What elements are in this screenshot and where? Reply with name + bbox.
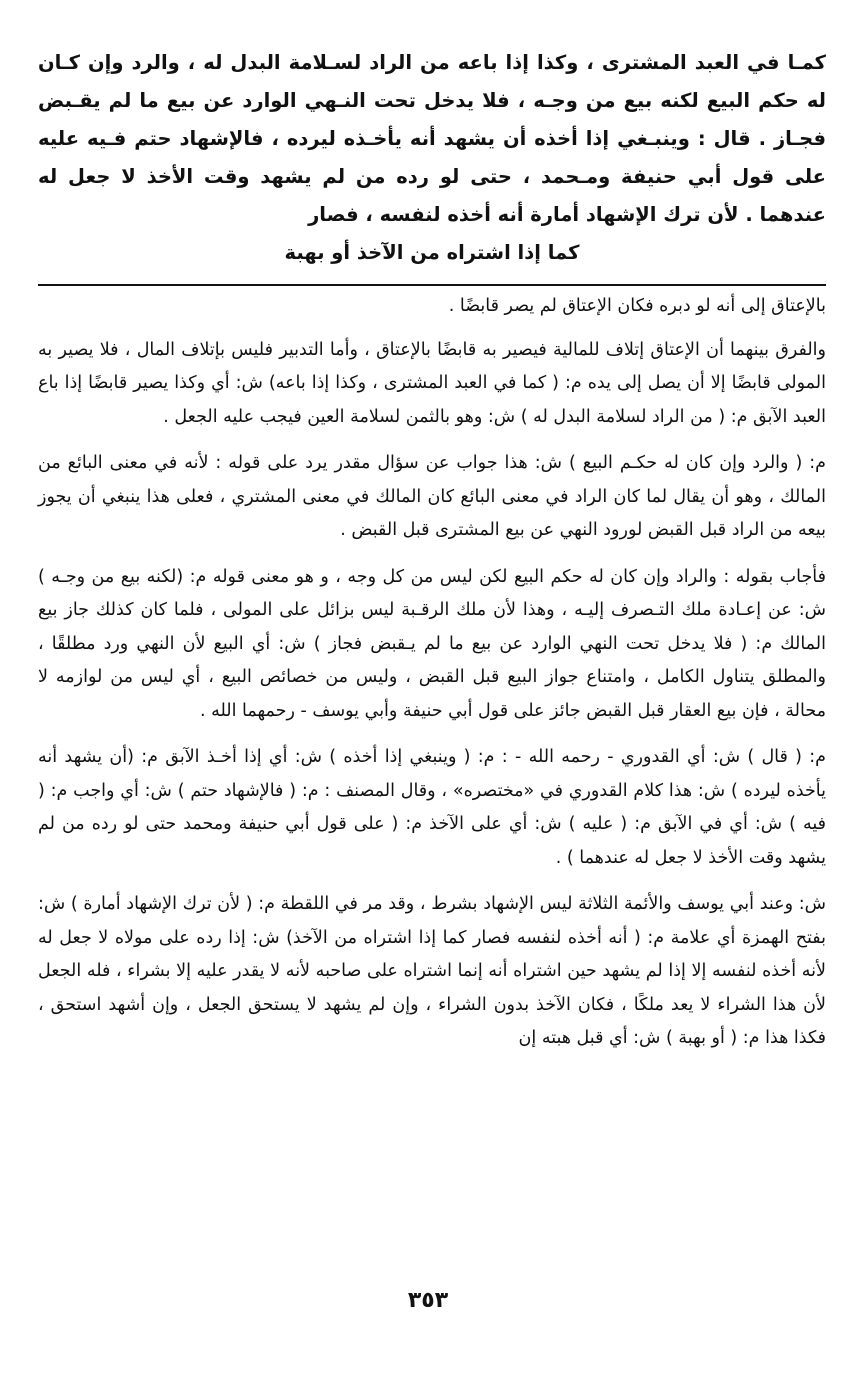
commentary-paragraph: م: ( قال ) ش: أي القدوري - رحمه الله - : م: ( وينبغي إذا أخذه ) ش: أي إذا أخـذ الآبق م: (أن يشهد أنه يأخذه ليرده ) ش: هذا كلام القدوري في «مختصره» ، وقال المصنف : م: ( فالإشهاد حتم ) ش: أي واجب م: ( فيه ) ش: أي في الآبق م: ( عليه ) ش: أي على الآخذ م: ( على قول أبي حنيفة ومحمد حتى لو رده من لم يشهد وقت الأخذ لا جعل له عندهما ) . [38, 747, 826, 868]
main-text-last-line: كما إذا اشتراه من الآخذ أو بهبة [284, 241, 580, 264]
commentary-paragraph: والفرق بينهما أن الإعتاق إتلاف للمالية فيصير به قابضًا بالإعتاق ، وأما التدبير فليس بإتلاف المال ، فلا يصير به المولى قابضًا إلا أن يصل إلى يده م: ( كما في العبد المشترى ، وكذا إذا باعه) ش: أي وكذا يصير قابضًا إذا باع العبد الآبق م: ( من الراد لسلامة البدل له ) ش: وهو بالثمن لسلامة العين فيجب عليه الجعل . [38, 339, 826, 427]
commentary-paragraph: فأجاب بقوله : والراد وإن كان له حكم البيع لكن ليس من كل وجه ، و هو معنى قوله م: (لكنه بيع من وجـه ) ش: عن إعـادة ملك التـصرف إليـه ، وهذا لأن ملك الرقـبة ليس بزائل على المولى ، فلما كان كذلك جاز بيع المالك م: ( فلا يدخل تحت النهي الوارد عن بيع ما لم يـقبض فجاز ) ش: أي البيع لأن النهي ورد مطلقًا ، والمطلق يتناول الكامل ، وامتناع جواز البيع قبل القبض ، وليس من خصائص البيع ، أي ليس من لوازمه لا محالة ، فإن بيع العقار قبل القبض جائز على قول أبي حنيفة وأبي يوسف - رحمهما الله . [38, 566, 826, 721]
main-text: كمـا في العبد المشترى ، وكذا إذا باعه من الراد لسـلامة البدل له ، والرد وإن كـان له حكم البيع لكنه بيع من وجـه ، فلا يدخل تحت النـهي الوارد عن بيع ما لم يقـبض فجـاز . قال : وينبـغي إذا أخذه أن يشهد أنه يأخـذه ليرده ، فالإشهاد حتم فـيه عليه على قول أبي حنيفة ومـحمد ، حتى لو رده من لم يشهد وقت الأخذ لا جعل له عندهما . لأن ترك الإشهاد أمارة أنه أخذه لنفسه ، فصار [38, 51, 826, 226]
page-number: ٣٥٣ [407, 1288, 449, 1313]
commentary-paragraph: ش: وعند أبي يوسف والأئمة الثلاثة ليس الإشهاد بشرط ، وقد مر في اللقطة م: ( لأن ترك الإشهاد أمارة ) ش: بفتح الهمزة أي علامة م: ( أنه أخذه لنفسه فصار كما إذا اشتراه من الآخذ) ش: إذا رده على مولاه لا جعل له لأنه أخذه لنفسه إلا إذا لم يشهد حين اشتراه أنه إنما اشتراه على صاحبه لأنه لا يقدر عليه إلا بشراء ، فله الجعل لأن هذا الشراء لا يعد ملكًا ، فكان الآخذ بدون الشراء ، وإن لم يشهد لا يستحق الجعل ، وإن أشهد استحق ، فكذا هذا م: ( أو بهبة ) ش: أي قبل هبته إن [38, 894, 826, 1048]
main-text-block [38, 44, 826, 272]
commentary-block [38, 290, 826, 1069]
commentary-paragraph: م: ( والرد وإن كان له حكـم البيع ) ش: هذا جواب عن سؤال مقدر يرد على قوله : لأنه في معنى البائع من المالك ، وهو أن يقال لما كان الراد في معنى البائع كان المالك في معنى المشتري ، فعلى هذا ينبغي أن يجوز بيعه من الراد قبل القبض لورود النهي عن بيع المشترى قبل القبض . [38, 453, 826, 540]
commentary-paragraph: بالإعتاق إلى أنه لو دبره فكان الإعتاق لم يصر قابضًا . [448, 296, 826, 316]
separator-line [38, 284, 826, 286]
